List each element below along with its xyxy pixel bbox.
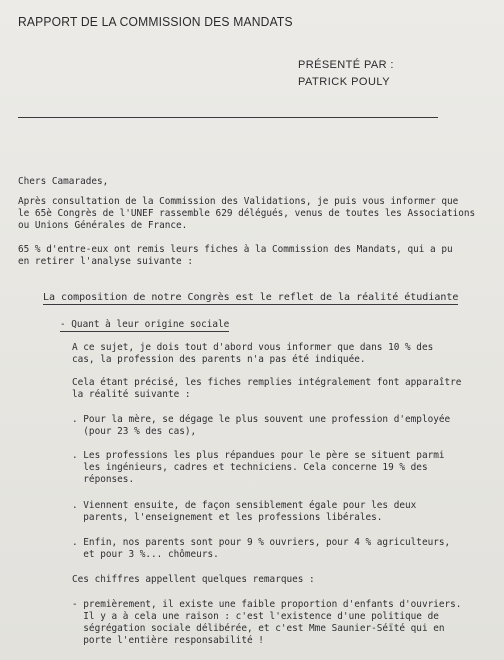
remark-1-line-2: Il y a à cela une raison : c'est l'existence d'une politique de <box>72 611 439 622</box>
remarks-intro: Ces chiffres appellent quelques remarques : <box>72 574 315 585</box>
bullet-2-line-1: . Les professions les plus répandues pour le père se situent parmi <box>72 450 445 461</box>
paragraph-2-line-2: la réalité suivante : <box>72 389 191 400</box>
intro-line-2: le 65è Congrès de l'UNEF rassemble 629 délégués, venus de toutes les Associations <box>18 208 476 219</box>
salutation: Chers Camarades, <box>18 176 109 187</box>
paragraph-1-line-2: cas, la profession des parents n'a pas été indiquée. <box>72 354 366 365</box>
paragraph-1-line-1: A ce sujet, je dois tout d'abord vous informer que dans 10 % des <box>72 342 434 353</box>
subsection-title: - Quant à leur origine sociale <box>60 319 230 330</box>
section-title: La composition de notre Congrès est le reflet de la réalité étudiante <box>43 292 459 303</box>
fiches-line-1: 65 % d'entre-eux ont remis leurs fiches à la Commission des Mandats, qui a pu <box>18 244 453 255</box>
author-name: PATRICK POULY <box>298 76 391 88</box>
bullet-1-line-1: . Pour la mère, se dégage le plus souvent une profession d'employée <box>72 414 451 425</box>
bullet-2-line-2: les ingénieurs, cadres et techniciens. Cela concerne 19 % des <box>72 462 428 473</box>
paragraph-2-line-1: Cela étant précisé, les fiches remplies intégralement font apparaître <box>72 377 462 388</box>
bullet-1-line-2: (pour 23 % des cas), <box>72 426 197 437</box>
remark-1-line-3: ségrégation sociale délibérée, et c'est Mme Saunier-Séïté qui en <box>72 623 445 634</box>
bullet-3-line-1: . Viennent ensuite, de façon sensiblement égale pour les deux <box>72 500 417 511</box>
document-title: RAPPORT DE LA COMMISSION DES MANDATS <box>18 14 293 29</box>
bullet-4-line-2: et pour 3 %... chômeurs. <box>72 549 219 560</box>
intro-line-3: ou Unions Générales de France. <box>18 220 188 231</box>
presented-by-label: PRÉSENTÉ PAR : <box>298 59 394 71</box>
remark-1-line-4: porte l'entière responsabilité ! <box>72 635 264 646</box>
intro-line-1: Après consultation de la Commission des Validations, je puis vous informer que <box>18 196 459 207</box>
bullet-3-line-2: parents, l'enseignement et les professions libérales. <box>72 512 383 523</box>
remark-1-line-1: - premièrement, il existe une faible proportion d'enfants d'ouvriers. <box>72 599 462 610</box>
fiches-line-2: en retirer l'analyse suivante : <box>18 256 193 267</box>
header-divider <box>18 117 438 118</box>
bullet-4-line-1: . Enfin, nos parents sont pour 9 % ouvriers, pour 4 % agriculteurs, <box>72 537 451 548</box>
bullet-2-line-3: réponses. <box>72 474 135 485</box>
